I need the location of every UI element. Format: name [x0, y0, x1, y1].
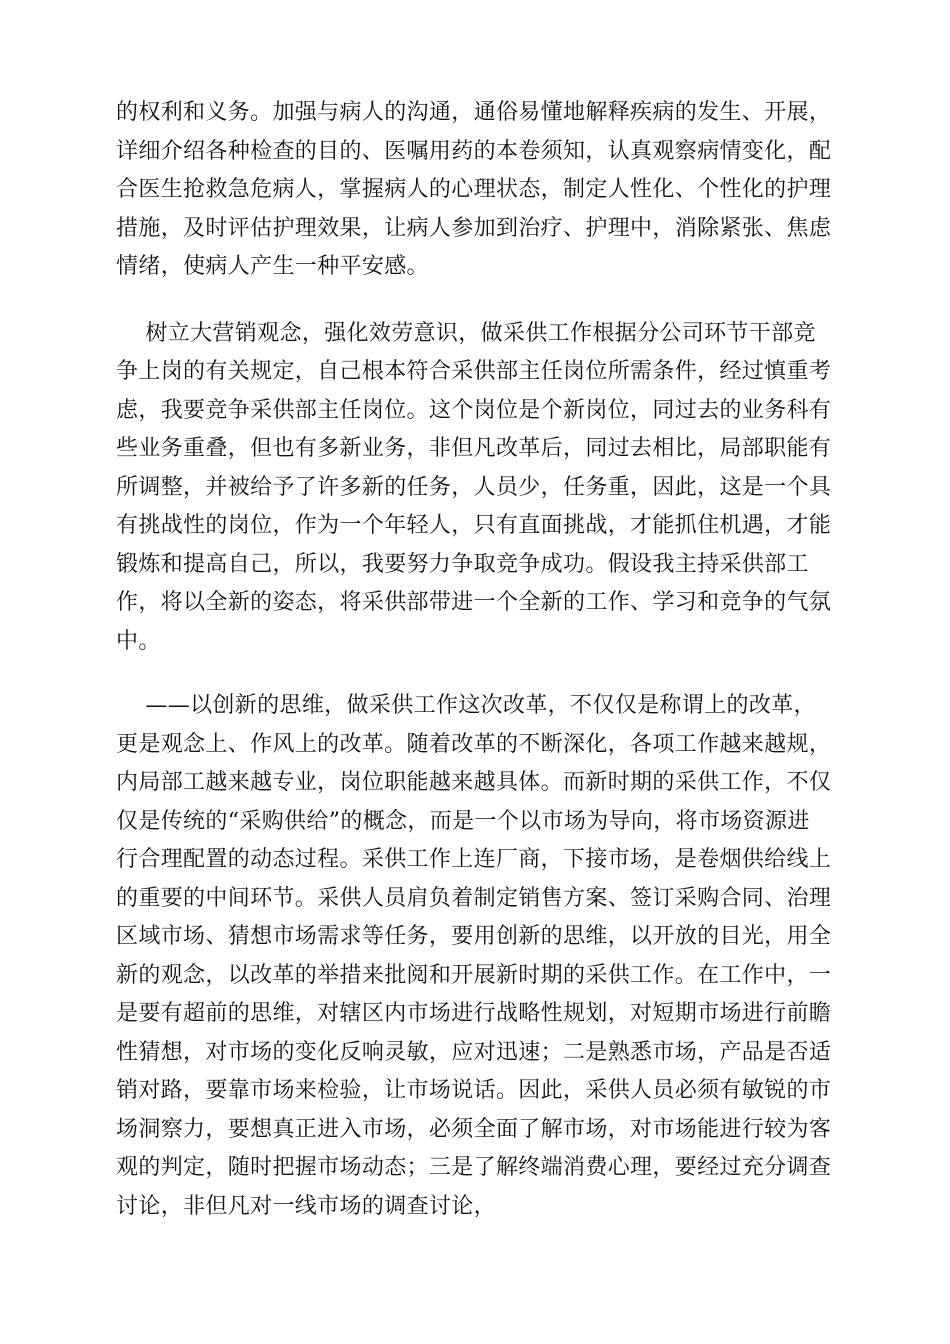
- text-line: 场洞察力，要想真正进入市场，必须全面了解市场，对市场能进行较为客: [116, 1116, 832, 1142]
- paragraph-spacer: [116, 287, 834, 315]
- paragraph-spacer: [116, 661, 834, 687]
- text-line: 的重要的中间环节。采供人员肩负着制定销售方案、签订采购合同、治理: [116, 885, 832, 911]
- text-line: 观的判定，随时把握市场动态；三是了解终端消费心理，要经过充分调查: [116, 1155, 832, 1180]
- text-line: 所调整，并被给予了许多新的任务，人员少，任务重，因此，这是一个具: [116, 474, 832, 500]
- text-line: 讨论，非但凡对一线市场的调查讨论，: [116, 1193, 496, 1219]
- text-line: 锻炼和提高自己，所以，我要努力争取竞争成功。假设我主持采供部工: [116, 551, 809, 577]
- text-line: 争上岗的有关规定，自己根本符合采供部主任岗位所需条件，经过慎重考: [116, 359, 832, 384]
- text-line: 内局部工越来越专业，岗位职能越来越具体。而新时期的采供工作，不仅: [116, 770, 832, 795]
- text-line: 作，将以全新的姿态，将采供部带进一个全新的工作、学习和竞争的气氛: [116, 590, 832, 615]
- text-line: 性猜想，对市场的变化反响灵敏，应对迅速；二是熟悉市场，产品是否适: [116, 1039, 832, 1065]
- text-line: 虑，我要竞争采供部主任岗位。这个岗位是个新岗位，同过去的业务科有: [116, 397, 832, 423]
- text-line: 行合理配置的动态过程。采供工作上连厂商，下接市场，是卷烟供给线上: [116, 847, 832, 872]
- text-line: 是要有超前的思维，对辖区内市场进行战略性规划，对短期市场进行前瞻: [116, 1001, 832, 1026]
- paragraph-1: [116, 94, 834, 287]
- text-line: 销对路，要靠市场来检验，让市场说话。因此，采供人员必须有敏锐的市: [116, 1078, 832, 1103]
- text-line: 情绪，使病人产生一种平安感。: [116, 254, 429, 279]
- text-line: ——以创新的思维，做采供工作这次改革，不仅仅是称谓上的改革，: [116, 693, 816, 718]
- text-line: 详细介绍各种检查的目的、医嘱用药的本卷须知，认真观察病情变化，配: [116, 138, 832, 164]
- text-line: 合医生抢救急危病人，掌握病人的心理状态，制定人性化、个性化的护理: [116, 177, 832, 202]
- text-line: 新的观念，以改革的举措来批阅和开展新时期的采供工作。在工作中，一: [116, 962, 832, 988]
- text-line: 的权利和义务。加强与病人的沟通，通俗易懂地解释疾病的发生、开展，: [116, 100, 832, 125]
- text-line: 区域市场、猜想市场需求等任务，要用创新的思维，以开放的目光，用全: [116, 924, 832, 949]
- paragraph-3: [116, 687, 834, 1226]
- text-line: 有挑战性的岗位，作为一个年轻人，只有直面挑战，才能抓住机遇，才能: [116, 513, 832, 538]
- text-line: 中。: [116, 628, 161, 654]
- text-line: 些业务重叠，但也有多新业务，非但凡改革后，同过去相比，局部职能有: [116, 436, 832, 461]
- text-line: 措施，及时评估护理效果，让病人参加到治疗、护理中，消除紧张、焦虑: [116, 215, 832, 241]
- paragraph-2: [116, 315, 834, 662]
- text-line: 仅是传统的“采购供给”的概念，而是一个以市场为导向，将市场资源进: [116, 808, 810, 834]
- text-line: 更是观念上、作风上的改革。随着改革的不断深化，各项工作越来越规，: [116, 731, 832, 757]
- document-page: [116, 94, 834, 1226]
- text-line: 树立大营销观念，强化效劳意识，做采供工作根据分公司环节干部竞: [116, 320, 816, 346]
